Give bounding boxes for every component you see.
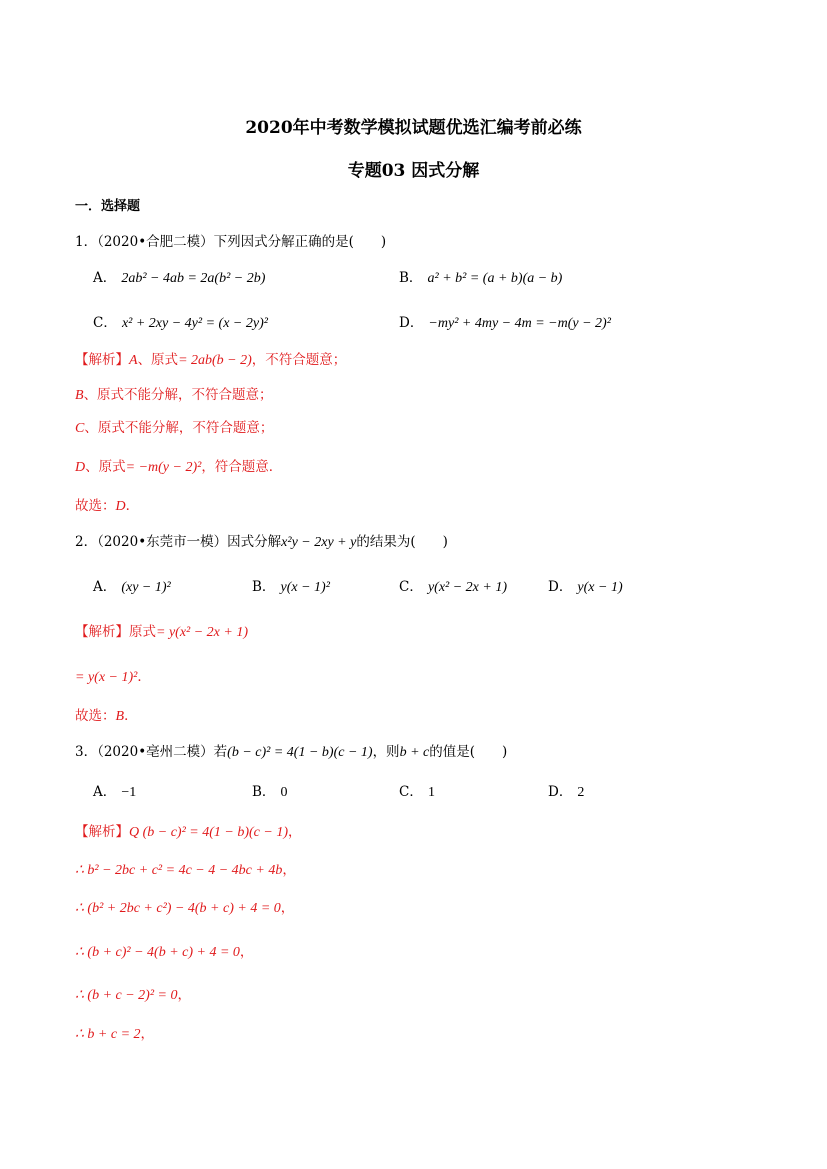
q1-option-b	[399, 266, 562, 287]
section-heading: 一．选择题	[75, 199, 141, 214]
answer-value: B	[115, 709, 125, 724]
option-label: B．	[252, 579, 276, 595]
q2-solution-line-1	[75, 620, 248, 641]
q3-solution-line-2	[75, 858, 296, 879]
q2-answer	[75, 704, 138, 725]
option-label: C．	[399, 579, 423, 595]
solution-tag: 【解析】	[75, 624, 129, 640]
option-label: A．	[93, 270, 117, 286]
option-value: −1	[121, 785, 137, 800]
solution-tag: 【解析】	[75, 352, 129, 368]
stem-text: 3．（2020•亳州二模）若	[75, 744, 228, 760]
solution-comma: ，	[280, 900, 295, 916]
option-label: A．	[93, 784, 117, 800]
option-math: y(x − 1)²	[280, 580, 330, 595]
option-math: y(x² − 2x + 1)	[427, 580, 507, 595]
answer-label: 故选：	[75, 708, 116, 724]
stem-math: b + c	[399, 745, 430, 760]
solution-comma: ，	[239, 944, 254, 960]
q1-solution-line-2	[75, 383, 273, 404]
q2-option-b	[252, 575, 330, 596]
option-value: 1	[427, 785, 435, 800]
solution-math: ∴ (b² + 2bc + c²) − 4(b + c) + 4 = 0	[75, 901, 281, 916]
q1-option-d	[399, 311, 611, 332]
solution-math: ∴ b + c = 2	[75, 1027, 141, 1042]
q1-option-c	[93, 311, 268, 332]
stem-text: 2．（2020•东莞市一模）因式分解	[75, 534, 282, 550]
q3-option-d	[548, 780, 584, 801]
solution-comma: ，	[288, 824, 302, 840]
option-label: C．	[399, 784, 423, 800]
option-label: C．	[93, 315, 117, 331]
stem-text: ，则	[372, 744, 400, 760]
stem-math: x²y − 2xy + y	[281, 535, 357, 550]
solution-text: 、原式	[137, 352, 179, 368]
page-title: 2020年中考数学模拟试题优选汇编考前必练	[245, 118, 582, 138]
option-math: y(x − 1)	[577, 580, 623, 595]
answer-end: ．	[125, 498, 140, 514]
solution-text: ．	[137, 669, 151, 685]
option-value: 2	[577, 785, 585, 800]
answer-value: D	[115, 499, 126, 514]
q3-option-c	[399, 780, 435, 801]
solution-math: ∴ (b + c − 2)² = 0	[75, 988, 178, 1003]
solution-math: ∴ (b + c)² − 4(b + c) + 4 = 0	[75, 945, 240, 960]
solution-text: 原式	[129, 624, 156, 640]
q2-option-a	[93, 575, 171, 596]
solution-math: = y(x − 1)²	[75, 670, 138, 685]
q1-option-a	[93, 266, 265, 287]
q3-option-b	[252, 780, 288, 801]
q1-solution-line-3	[75, 416, 273, 437]
q1-stem: 1．（2020•合肥二模）下列因式分解正确的是( )	[75, 234, 387, 250]
q3-stem	[75, 740, 507, 761]
q1-solution-line-4	[75, 455, 282, 476]
q3-solution-line-3	[75, 896, 294, 917]
solution-math: = −m(y − 2)²	[125, 460, 202, 475]
q3-solution-line-4	[75, 940, 253, 961]
q3-solution-line-1	[75, 820, 302, 841]
solution-comma: ，	[282, 862, 296, 878]
option-value: 0	[280, 785, 288, 800]
solution-var: A	[129, 353, 138, 368]
option-math: x² + 2xy − 4y² = (x − 2y)²	[121, 316, 268, 331]
option-label: D．	[548, 579, 573, 595]
solution-text: 、原式不能分解，不符合题意；	[84, 420, 274, 436]
stem-text: 的值是( )	[429, 744, 508, 760]
solution-math: = 2ab(b − 2)	[178, 353, 252, 368]
solution-comma: ，	[177, 987, 191, 1003]
q3-option-a	[93, 780, 136, 801]
q2-option-c	[399, 575, 507, 596]
solution-text: ，符合题意．	[201, 459, 283, 475]
option-label: D．	[548, 784, 573, 800]
solution-text: 、原式	[85, 459, 126, 475]
solution-var: B	[75, 388, 84, 403]
answer-end: ．	[124, 708, 138, 724]
answer-label: 故选：	[75, 498, 116, 514]
solution-var: C	[75, 421, 85, 436]
solution-var: D	[75, 460, 86, 475]
solution-math: Q (b − c)² = 4(1 − b)(c − 1)	[129, 825, 288, 840]
solution-comma: ，	[140, 1026, 155, 1042]
q2-stem	[75, 530, 448, 551]
page-subtitle: 专题03 因式分解	[347, 161, 480, 181]
option-label: D．	[399, 315, 424, 331]
q3-solution-line-5	[75, 983, 191, 1004]
stem-math: (b − c)² = 4(1 − b)(c − 1)	[227, 745, 373, 760]
solution-text: 、原式不能分解，不符合题意；	[83, 387, 273, 403]
option-math: −my² + 4my − 4m = −m(y − 2)²	[428, 316, 611, 331]
solution-text: ，不符合题意；	[251, 352, 347, 368]
option-math: (xy − 1)²	[121, 580, 171, 595]
q1-answer	[75, 494, 139, 515]
q1-solution-line-1	[75, 348, 346, 369]
solution-math: ∴ b² − 2bc + c² = 4c − 4 − 4bc + 4b	[75, 863, 283, 878]
option-math: 2ab² − 4ab = 2a(b² − 2b)	[121, 271, 266, 286]
q2-solution-line-2	[75, 665, 151, 686]
option-label: A．	[93, 579, 117, 595]
solution-math: = y(x² − 2x + 1)	[156, 625, 249, 640]
option-math: a² + b² = (a + b)(a − b)	[427, 271, 563, 286]
option-label: B．	[252, 784, 276, 800]
q3-solution-line-6	[75, 1022, 154, 1043]
stem-text: 的结果为( )	[356, 534, 448, 550]
solution-tag: 【解析】	[75, 824, 129, 840]
option-label: B．	[399, 270, 423, 286]
q2-option-d	[548, 575, 623, 596]
